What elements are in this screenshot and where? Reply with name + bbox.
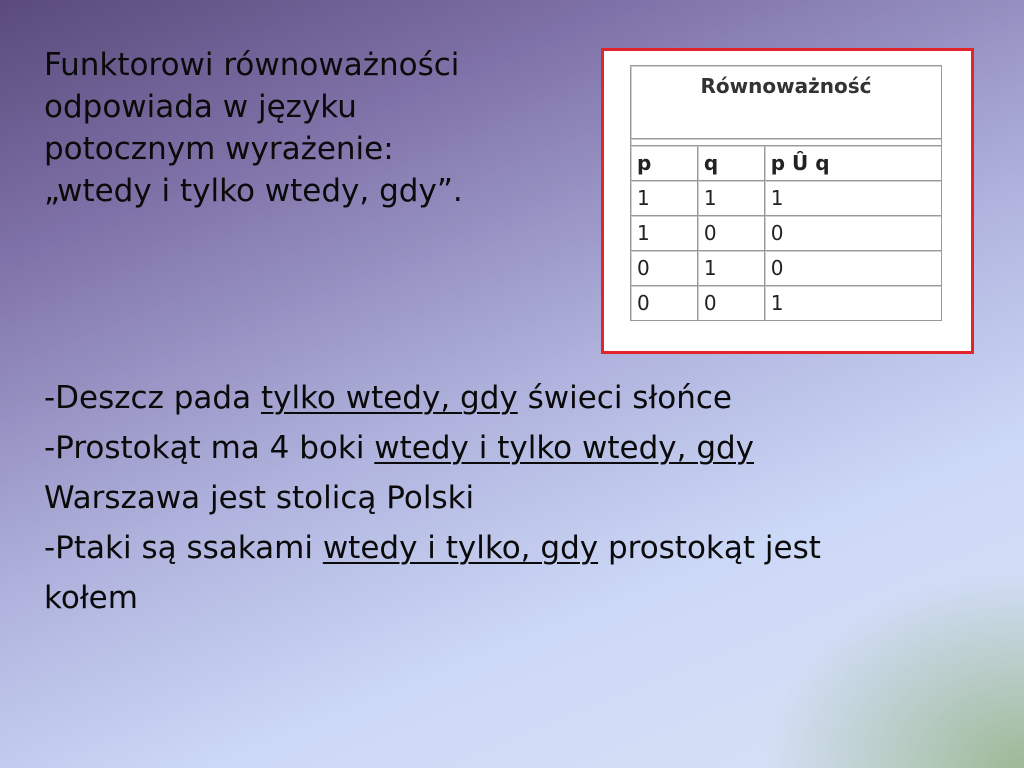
truth-table-image [601, 48, 974, 354]
table-cell: 0 [764, 215, 942, 250]
table-cell: 0 [630, 285, 697, 321]
truth-table [630, 65, 942, 321]
table-row [630, 215, 942, 250]
intro-line: odpowiada w języku [44, 89, 357, 125]
example-text: Warszawa jest stolicą Polski [44, 480, 475, 516]
table-cell: 0 [764, 250, 942, 285]
examples-list [44, 373, 984, 623]
example-text: świeci słońce [517, 380, 732, 416]
table-cell: 1 [764, 180, 942, 215]
truth-table-spacer [630, 138, 942, 145]
example-line [44, 523, 984, 573]
example-text: kołem [44, 580, 138, 616]
example-text: -Ptaki są ssakami [44, 530, 323, 566]
example-line [44, 373, 984, 423]
table-cell: 1 [630, 215, 697, 250]
table-cell: 1 [697, 180, 764, 215]
table-cell: 0 [697, 215, 764, 250]
example-text: -Prostokąt ma 4 boki [44, 430, 375, 466]
table-cell: 0 [697, 285, 764, 321]
column-header-p: p [630, 145, 697, 180]
table-cell: 0 [630, 250, 697, 285]
table-cell: 1 [697, 250, 764, 285]
table-cell: 1 [764, 285, 942, 321]
underlined-phrase: tylko wtedy, gdy [260, 380, 518, 416]
example-line [44, 573, 984, 623]
column-header-equivalence: p Û q [764, 145, 942, 180]
intro-line: Funktorowi równoważności [44, 47, 460, 83]
example-text: prostokąt jest [598, 530, 821, 566]
underlined-phrase: wtedy i tylko, gdy [322, 530, 599, 566]
example-line [44, 423, 984, 473]
truth-table-title: Równoważność [630, 65, 942, 138]
underlined-phrase: wtedy i tylko wtedy, gdy [374, 430, 755, 466]
table-cell: 1 [630, 180, 697, 215]
example-text: -Deszcz pada [44, 380, 261, 416]
table-row [630, 285, 942, 321]
intro-text [44, 44, 584, 212]
intro-line: „wtedy i tylko wtedy, gdy”. [44, 173, 463, 209]
column-header-q: q [697, 145, 764, 180]
example-line [44, 473, 984, 523]
intro-line: potocznym wyrażenie: [44, 131, 394, 167]
table-row [630, 180, 942, 215]
table-row [630, 250, 942, 285]
truth-table-header-row [630, 145, 942, 180]
